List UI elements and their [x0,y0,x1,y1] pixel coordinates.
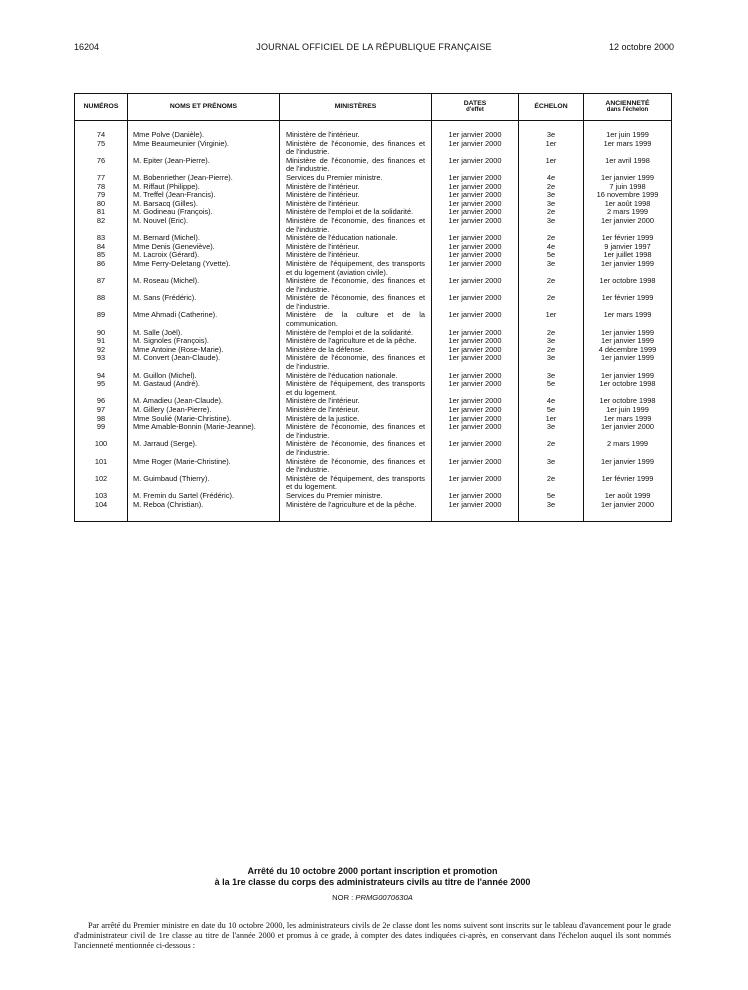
row-number: 103 [75,492,128,501]
row-ministry: Ministère de l'économie, des finances et de l'industrie. [280,277,432,294]
row-number: 85 [75,251,128,260]
row-seniority: 1er février 1999 [584,294,672,311]
row-ministry: Ministère de l'intérieur. [280,183,432,192]
row-name: M. Lacroix (Gérard). [128,251,280,260]
row-seniority: 1er mars 1999 [584,415,672,424]
row-number: 91 [75,337,128,346]
row-echelon: 3e [519,372,584,381]
row-number: 81 [75,208,128,217]
row-name: Mme Ahmadi (Catherine). [128,311,280,328]
table-row [75,354,672,371]
table-row [75,423,672,440]
row-seniority: 1er avril 1998 [584,157,672,174]
row-echelon: 2e [519,183,584,192]
row-number: 75 [75,140,128,157]
row-effective-date: 1er janvier 2000 [432,415,519,424]
row-number: 92 [75,346,128,355]
row-ministry: Ministère de l'intérieur. [280,251,432,260]
row-seniority: 1er février 1999 [584,475,672,492]
table-row [75,140,672,157]
col-header-dates [432,94,519,121]
row-echelon: 5e [519,380,584,397]
table-row [75,501,672,522]
row-effective-date: 1er janvier 2000 [432,372,519,381]
page-header [74,42,674,56]
row-name: M. Nouvel (Eric). [128,217,280,234]
row-seniority: 1er janvier 1999 [584,337,672,346]
row-seniority: 1er janvier 2000 [584,423,672,440]
row-seniority: 1er janvier 1999 [584,354,672,371]
row-ministry: Ministère de l'équipement, des transports et du logement. [280,380,432,397]
row-echelon: 2e [519,234,584,243]
table-row [75,294,672,311]
arrete-title-line2: à la 1re classe du corps des administrateurs civils au titre de l'année 2000 [214,877,531,887]
row-seniority: 1er juillet 1998 [584,251,672,260]
row-ministry: Ministère de l'intérieur. [280,200,432,209]
row-name: M. Bernard (Michel). [128,234,280,243]
row-number: 94 [75,372,128,381]
page-number: 16204 [74,42,100,52]
row-echelon: 2e [519,294,584,311]
arrete-title-line1: Arrêté du 10 octobre 2000 portant inscription et promotion [247,866,498,876]
row-name: Mme Ferry-Deletang (Yvette). [128,260,280,277]
row-number: 79 [75,191,128,200]
row-number: 96 [75,397,128,406]
row-number: 78 [75,183,128,192]
row-name: M. Gastaud (André). [128,380,280,397]
row-name: Mme Antoine (Rose-Marie). [128,346,280,355]
row-seniority: 1er janvier 2000 [584,217,672,234]
row-echelon: 4e [519,174,584,183]
row-number: 101 [75,458,128,475]
row-name: M. Convert (Jean-Claude). [128,354,280,371]
arrete-paragraph: Par arrêté du Premier ministre en date du 10 octobre 2000, les administrateurs civils de 2e classe dont les noms suivent sont inscrits sur le tableau d'avancement pour le grade d'administrateur civil de 1re classe au titre de l'année 2000 et promus à ce grade, à compter des dates indiquées ci-après, en conservant dans l'échelon auquel ils sont nommés l'ancienneté mentionnée ci-dessous : [74,921,671,950]
row-number: 100 [75,440,128,457]
row-echelon: 3e [519,423,584,440]
row-number: 87 [75,277,128,294]
row-echelon: 1er [519,311,584,328]
row-effective-date: 1er janvier 2000 [432,277,519,294]
row-effective-date: 1er janvier 2000 [432,380,519,397]
row-name: M. Barsacq (Gilles). [128,200,280,209]
row-ministry: Ministère de l'intérieur. [280,406,432,415]
col-header-dates-line1: DATES [463,100,487,108]
row-name: M. Epiter (Jean-Pierre). [128,157,280,174]
table-row [75,440,672,457]
row-echelon: 1er [519,140,584,157]
row-echelon: 4e [519,243,584,252]
row-effective-date: 1er janvier 2000 [432,121,519,140]
col-header-ministeres: MINISTÈRES [280,94,432,121]
nor-code: PRMG0070630A [355,893,413,902]
table-row [75,380,672,397]
row-ministry: Ministère de l'agriculture et de la pêche. [280,501,432,522]
row-echelon: 1er [519,157,584,174]
row-ministry: Ministère de l'intérieur. [280,243,432,252]
row-ministry: Ministère de l'économie, des finances et de l'industrie. [280,423,432,440]
row-ministry: Ministère de l'économie, des finances et de l'industrie. [280,354,432,371]
row-ministry: Ministère de l'équipement, des transports et du logement. [280,475,432,492]
table-row [75,475,672,492]
row-number: 93 [75,354,128,371]
row-name: M. Treffel (Jean-Francis). [128,191,280,200]
row-echelon: 3e [519,260,584,277]
row-seniority: 2 mars 1999 [584,440,672,457]
row-effective-date: 1er janvier 2000 [432,423,519,440]
row-number: 97 [75,406,128,415]
row-echelon: 3e [519,354,584,371]
row-seniority: 1er octobre 1998 [584,397,672,406]
row-effective-date: 1er janvier 2000 [432,208,519,217]
row-number: 89 [75,311,128,328]
row-name: Mme Roger (Marie-Christine). [128,458,280,475]
row-echelon: 2e [519,475,584,492]
row-seniority: 1er janvier 1999 [584,372,672,381]
row-ministry: Ministère de l'intérieur. [280,191,432,200]
row-seniority: 1er janvier 1999 [584,260,672,277]
row-seniority: 1er octobre 1998 [584,277,672,294]
row-name: M. Godineau (François). [128,208,280,217]
row-effective-date: 1er janvier 2000 [432,234,519,243]
row-echelon: 2e [519,208,584,217]
row-name: Mme Soulié (Marie-Christine). [128,415,280,424]
row-ministry: Ministère de la défense. [280,346,432,355]
row-effective-date: 1er janvier 2000 [432,311,519,328]
row-name: M. Gillery (Jean-Pierre). [128,406,280,415]
table-row [75,157,672,174]
row-seniority: 16 novembre 1999 [584,191,672,200]
row-effective-date: 1er janvier 2000 [432,174,519,183]
table-row [75,121,672,140]
row-number: 76 [75,157,128,174]
row-ministry: Services du Premier ministre. [280,174,432,183]
row-ministry: Ministère de l'économie, des finances et de l'industrie. [280,157,432,174]
row-seniority: 1er mars 1999 [584,140,672,157]
row-effective-date: 1er janvier 2000 [432,475,519,492]
row-echelon: 2e [519,277,584,294]
row-seniority: 4 décembre 1999 [584,346,672,355]
row-ministry: Ministère de l'emploi et de la solidarité. [280,208,432,217]
row-number: 102 [75,475,128,492]
row-ministry: Services du Premier ministre. [280,492,432,501]
row-seniority: 1er février 1999 [584,234,672,243]
row-seniority: 2 mars 1999 [584,208,672,217]
row-ministry: Ministère de l'agriculture et de la pêche. [280,337,432,346]
row-effective-date: 1er janvier 2000 [432,458,519,475]
journal-title: JOURNAL OFFICIEL DE LA RÉPUBLIQUE FRANÇAISE [256,42,492,52]
row-number: 83 [75,234,128,243]
row-echelon: 3e [519,501,584,522]
row-name: M. Guillon (Michel). [128,372,280,381]
row-effective-date: 1er janvier 2000 [432,217,519,234]
row-echelon: 3e [519,191,584,200]
row-echelon: 3e [519,121,584,140]
row-ministry: Ministère de l'économie, des finances et de l'industrie. [280,440,432,457]
row-seniority: 1er janvier 2000 [584,501,672,522]
row-name: M. Guimbaud (Thierry). [128,475,280,492]
col-header-noms: NOMS ET PRÉNOMS [128,94,280,121]
promotion-table [74,93,672,522]
row-echelon: 3e [519,217,584,234]
row-effective-date: 1er janvier 2000 [432,440,519,457]
row-seniority: 1er janvier 1999 [584,458,672,475]
row-seniority: 1er octobre 1998 [584,380,672,397]
row-number: 95 [75,380,128,397]
row-echelon: 3e [519,200,584,209]
row-number: 88 [75,294,128,311]
row-seniority: 1er août 1999 [584,492,672,501]
row-seniority: 1er mars 1999 [584,311,672,328]
row-ministry: Ministère de l'intérieur. [280,121,432,140]
table-row [75,277,672,294]
nor-reference [74,893,671,902]
row-seniority: 1er août 1998 [584,200,672,209]
row-ministry: Ministère de l'économie, des finances et de l'industrie. [280,294,432,311]
row-effective-date: 1er janvier 2000 [432,157,519,174]
row-seniority: 1er janvier 1999 [584,329,672,338]
col-header-anciennete-line2: dans l'échelon [606,107,649,114]
row-seniority: 9 janvier 1997 [584,243,672,252]
row-name: M. Bobenriether (Jean-Pierre). [128,174,280,183]
issue-date: 12 octobre 2000 [608,42,674,52]
row-name: M. Salle (Joël). [128,329,280,338]
row-echelon: 2e [519,440,584,457]
row-ministry: Ministère de l'éducation nationale. [280,234,432,243]
row-name: Mme Amable-Bonnin (Marie-Jeanne). [128,423,280,440]
row-number: 82 [75,217,128,234]
row-name: M. Amadieu (Jean-Claude). [128,397,280,406]
row-effective-date: 1er janvier 2000 [432,397,519,406]
row-effective-date: 1er janvier 2000 [432,329,519,338]
row-name: M. Jarraud (Serge). [128,440,280,457]
row-ministry: Ministère de la culture et de la communication. [280,311,432,328]
row-echelon: 2e [519,346,584,355]
col-header-anciennete [584,94,672,121]
row-echelon: 2e [519,329,584,338]
row-seniority: 1er juin 1999 [584,121,672,140]
row-echelon: 5e [519,251,584,260]
row-number: 90 [75,329,128,338]
row-effective-date: 1er janvier 2000 [432,337,519,346]
row-effective-date: 1er janvier 2000 [432,260,519,277]
col-header-anciennete-line1: ANCIENNETÉ [605,100,650,108]
row-ministry: Ministère de l'économie, des finances et de l'industrie. [280,140,432,157]
row-seniority: 1er janvier 1999 [584,174,672,183]
nor-label: NOR : [332,893,354,902]
row-effective-date: 1er janvier 2000 [432,492,519,501]
row-name: M. Fremin du Sartel (Frédéric). [128,492,280,501]
row-number: 86 [75,260,128,277]
row-number: 74 [75,121,128,140]
table-row [75,311,672,328]
row-ministry: Ministère de l'intérieur. [280,397,432,406]
row-echelon: 1er [519,415,584,424]
row-echelon: 5e [519,492,584,501]
row-effective-date: 1er janvier 2000 [432,294,519,311]
row-name: Mme Denis (Geneviève). [128,243,280,252]
row-number: 104 [75,501,128,522]
row-effective-date: 1er janvier 2000 [432,251,519,260]
row-name: M. Reboa (Christian). [128,501,280,522]
row-seniority: 1er juin 1999 [584,406,672,415]
row-ministry: Ministère de l'économie, des finances et de l'industrie. [280,217,432,234]
row-number: 80 [75,200,128,209]
col-header-dates-line2: d'effet [466,107,484,114]
row-effective-date: 1er janvier 2000 [432,140,519,157]
table-row [75,260,672,277]
row-effective-date: 1er janvier 2000 [432,191,519,200]
row-name: M. Signoles (François). [128,337,280,346]
row-ministry: Ministère de la justice. [280,415,432,424]
table-header-row [75,94,672,121]
row-number: 99 [75,423,128,440]
row-name: M. Roseau (Michel). [128,277,280,294]
row-echelon: 3e [519,337,584,346]
row-ministry: Ministère de l'économie, des finances et de l'industrie. [280,458,432,475]
row-ministry: Ministère de l'éducation nationale. [280,372,432,381]
row-effective-date: 1er janvier 2000 [432,501,519,522]
row-ministry: Ministère de l'emploi et de la solidarité. [280,329,432,338]
row-effective-date: 1er janvier 2000 [432,346,519,355]
table-row [75,458,672,475]
row-effective-date: 1er janvier 2000 [432,406,519,415]
col-header-echelon: ÉCHELON [519,94,584,121]
row-echelon: 5e [519,406,584,415]
row-seniority: 7 juin 1998 [584,183,672,192]
row-effective-date: 1er janvier 2000 [432,243,519,252]
col-header-numeros: NUMÉROS [75,94,128,121]
row-name: M. Sans (Frédéric). [128,294,280,311]
row-effective-date: 1er janvier 2000 [432,200,519,209]
table-body [75,121,672,522]
row-echelon: 4e [519,397,584,406]
row-effective-date: 1er janvier 2000 [432,354,519,371]
row-echelon: 3e [519,458,584,475]
table-row [75,217,672,234]
arrete-heading [74,866,671,902]
row-name: Mme Beaumeunier (Virginie). [128,140,280,157]
row-name: Mme Polve (Danièle). [128,121,280,140]
row-number: 77 [75,174,128,183]
row-number: 98 [75,415,128,424]
row-name: M. Riffaut (Philippe). [128,183,280,192]
row-ministry: Ministère de l'équipement, des transports et du logement (aviation civile). [280,260,432,277]
row-effective-date: 1er janvier 2000 [432,183,519,192]
row-number: 84 [75,243,128,252]
